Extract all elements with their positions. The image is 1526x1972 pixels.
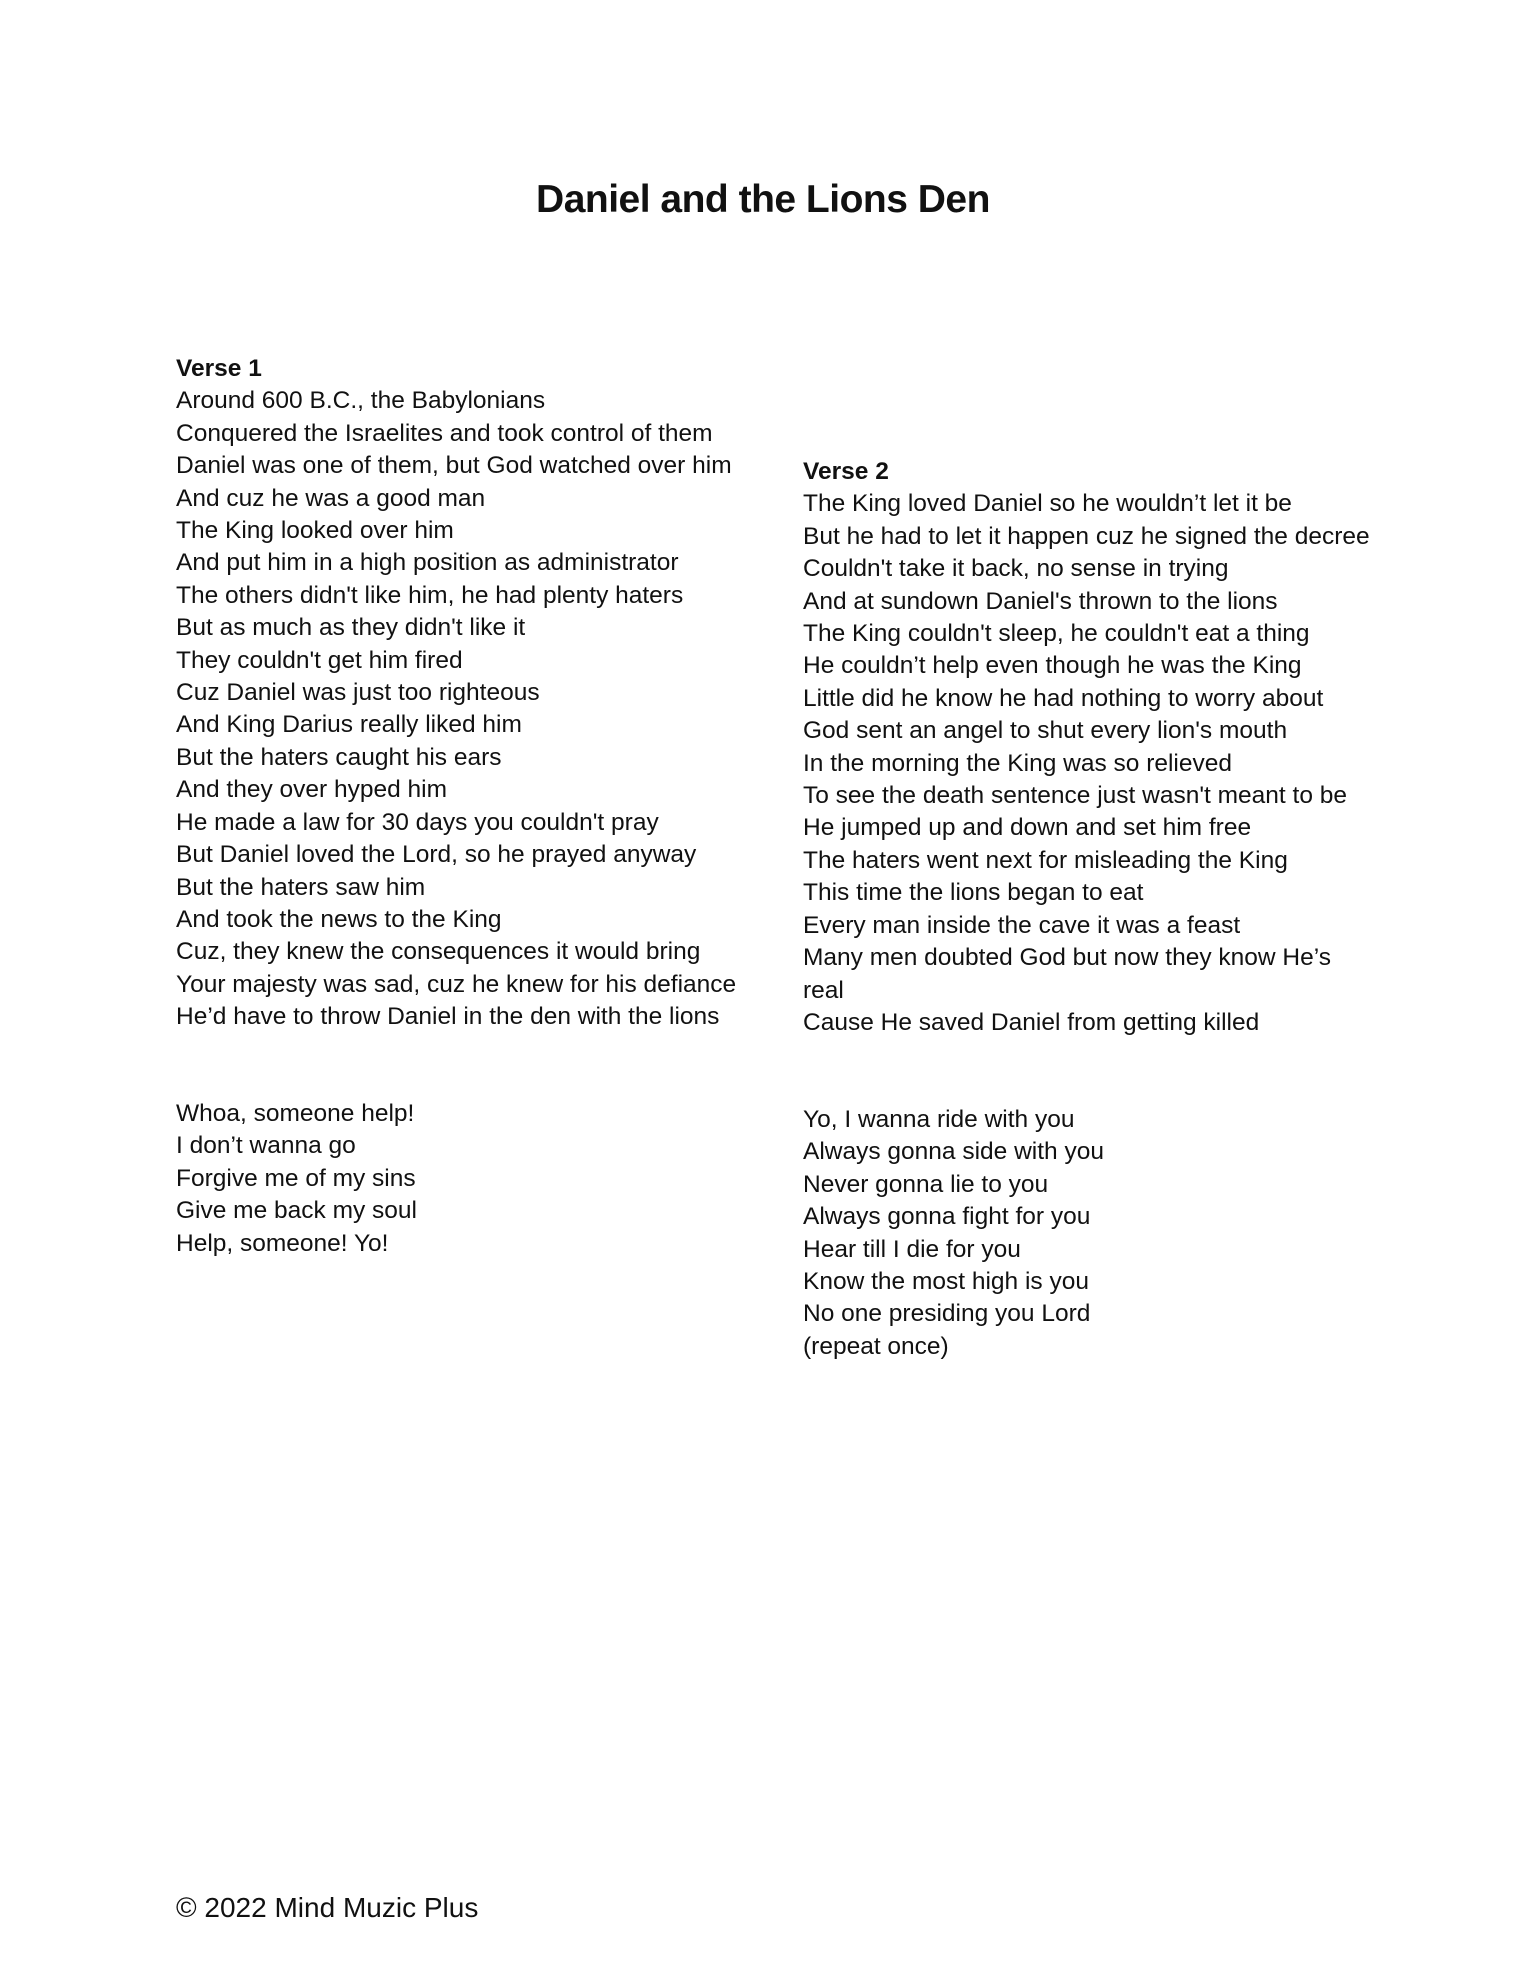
lyric-line: He jumped up and down and set him free xyxy=(803,814,1252,842)
copyright-footer: © 2022 Mind Muzic Plus xyxy=(176,1892,479,1923)
lyric-line: Cuz Daniel was just too righteous xyxy=(176,679,540,707)
lyric-line: And King Darius really liked him xyxy=(176,711,522,739)
bridge-lines xyxy=(176,1098,776,1260)
lyric-line: He made a law for 30 days you couldn't pray xyxy=(176,808,659,836)
verse-1-block xyxy=(176,353,776,1034)
lyric-line: The haters went next for misleading the King xyxy=(803,846,1288,874)
lyric-line: Yo, I wanna ride with you xyxy=(803,1106,1075,1133)
verse-2-heading: Verse 2 xyxy=(803,458,889,485)
lyric-line: Every man inside the cave it was a feast xyxy=(803,911,1241,939)
lyric-line: No one presiding you Lord xyxy=(803,1300,1091,1328)
lyric-line: In the morning the King was so relieved xyxy=(803,749,1232,777)
chorus-lines xyxy=(803,1104,1503,1363)
lyric-line: real xyxy=(803,976,844,1004)
lyric-line: Forgive me of my sins xyxy=(176,1164,416,1192)
lyric-line: Conquered the Israelites and took control of them xyxy=(176,419,713,447)
lyric-line: He couldn’t help even though he was the King xyxy=(803,652,1302,680)
lyric-line: Give me back my soul xyxy=(176,1197,417,1225)
lyric-line: Know the most high is you xyxy=(803,1268,1089,1296)
lyric-line: They couldn't get him fired xyxy=(176,646,463,674)
verse-2-lines xyxy=(803,488,1503,1039)
lyric-line: Always gonna fight for you xyxy=(803,1203,1091,1231)
lyric-line: This time the lions began to eat xyxy=(803,879,1144,907)
lyric-line: And put him in a high position as administrator xyxy=(176,549,679,577)
verse-1-lines xyxy=(176,385,776,1033)
lyric-line: Cause He saved Daniel from getting killed xyxy=(803,1008,1260,1036)
lyric-line: God sent an angel to shut every lion's mouth xyxy=(803,717,1288,745)
lyric-line: Help, someone! Yo! xyxy=(176,1229,389,1257)
verse-1-heading: Verse 1 xyxy=(176,355,262,382)
lyric-line: But the haters caught his ears xyxy=(176,743,502,771)
lyric-line: Whoa, someone help! xyxy=(176,1100,415,1127)
lyric-line: The others didn't like him, he had plenty haters xyxy=(176,581,684,609)
lyric-line: To see the death sentence just wasn't meant to be xyxy=(803,782,1348,810)
lyric-line: He’d have to throw Daniel in the den with the lions xyxy=(176,1003,720,1031)
lyric-line: The King couldn't sleep, he couldn't eat a thing xyxy=(803,620,1310,648)
lyric-line: Couldn't take it back, no sense in trying xyxy=(803,555,1229,583)
song-title: Daniel and the Lions Den xyxy=(536,178,990,221)
lyric-line: And they over hyped him xyxy=(176,776,448,804)
lyric-line: Around 600 B.C., the Babylonians xyxy=(176,387,546,415)
lyric-line: Hear till I die for you xyxy=(803,1235,1021,1263)
lyric-line: But as much as they didn't like it xyxy=(176,614,526,642)
lyric-line: Cuz, they knew the consequences it would bring xyxy=(176,938,701,966)
chorus-block xyxy=(803,1104,1503,1363)
lyric-line: Daniel was one of them, but God watched over him xyxy=(176,452,732,480)
lyric-line: (repeat once) xyxy=(803,1332,949,1360)
lyric-line: But he had to let it happen cuz he signed the decree xyxy=(803,522,1370,550)
bridge-block xyxy=(176,1098,776,1260)
lyric-line: Always gonna side with you xyxy=(803,1138,1104,1166)
verse-2-block xyxy=(803,456,1503,1039)
lyric-line: Many men doubted God but now they know He’s xyxy=(803,944,1331,972)
lyric-line: The King loved Daniel so he wouldn’t let it be xyxy=(803,490,1292,518)
lyric-line: I don’t wanna go xyxy=(176,1132,356,1160)
lyric-line: And cuz he was a good man xyxy=(176,484,486,512)
lyric-line: And at sundown Daniel's thrown to the lions xyxy=(803,587,1278,615)
lyric-line: The King looked over him xyxy=(176,517,454,545)
lyric-line: Your majesty was sad, cuz he knew for his defiance xyxy=(176,970,737,998)
lyric-line: Little did he know he had nothing to worry about xyxy=(803,684,1324,712)
lyric-line: And took the news to the King xyxy=(176,905,502,933)
lyric-line: But Daniel loved the Lord, so he prayed anyway xyxy=(176,841,697,869)
lyric-line: But the haters saw him xyxy=(176,873,426,901)
lyric-line: Never gonna lie to you xyxy=(803,1170,1049,1198)
